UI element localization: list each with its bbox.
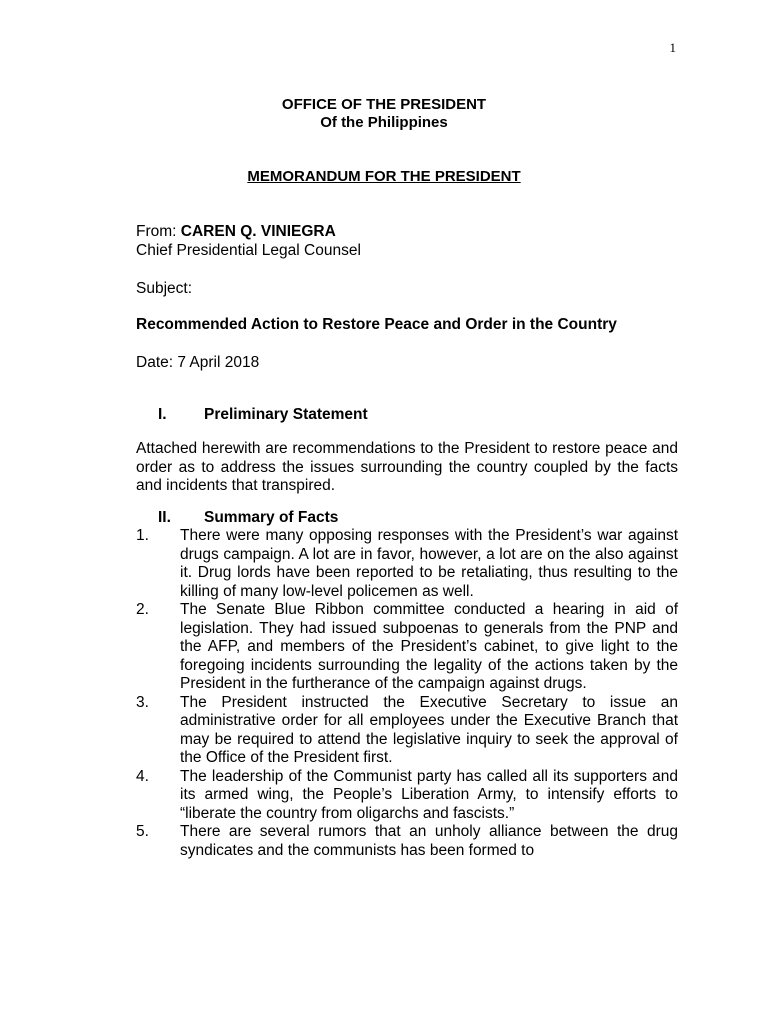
subject-text: Recommended Action to Restore Peace and Order in the Country [136,316,617,333]
memo-title: MEMORANDUM FOR THE PRESIDENT [247,168,521,185]
subject-label: Subject: [136,280,193,297]
fact-text: The President instructed the Executive Secretary to issue an administrative order for all employees under the Executive Branch that may be required to attend the legislative inquiry to seek the approval of the Office of the President first. [180,693,678,766]
country-heading: Of the Philippines [320,114,448,131]
fact-number: 2. [136,601,149,618]
section-2-numeral: II. [158,509,171,526]
fact-item [136,527,678,601]
fact-item [136,694,678,768]
from-label: From: [136,223,177,240]
fact-item [136,601,678,694]
fact-text: The leadership of the Communist party has called all its supporters and its armed wing, the People’s Liberation Army, to intensify efforts to “liberate the country from oligarchs and fascists.” [180,767,678,822]
fact-item [136,823,678,860]
fact-number: 4. [136,767,149,785]
from-line [136,223,336,241]
fact-item [136,768,678,824]
office-heading: OFFICE OF THE PRESIDENT [281,96,487,113]
preliminary-statement-body: Attached herewith are recommendations to the President to restore peace and order as to address the issues surrounding the country coupled by the facts and incidents that transpired. [136,440,678,494]
fact-number: 5. [136,823,149,840]
fact-number: 1. [136,527,149,544]
section-1-numeral: I. [158,406,167,423]
fact-text: There are several rumors that an unholy alliance between the drug syndicates and the communists has been formed to [180,823,678,859]
date-line: Date: 7 April 2018 [136,354,260,371]
page-number: 1 [669,40,676,55]
facts-list [136,527,678,860]
from-position: Chief Presidential Legal Counsel [136,242,361,259]
from-name: CAREN Q. VINIEGRA [180,223,336,240]
section-2-title: Summary of Facts [204,509,339,526]
fact-text: The Senate Blue Ribbon committee conducted a hearing in aid of legislation. They had issued subpoenas to generals from the PNP and the AFP, and members of the President’s cabinet, to give light to the foregoing incidents surrounding the legality of the actions taken by the President in the furtherance of the campaign against drugs. [180,601,678,692]
fact-text: There were many opposing responses with the President’s war against drugs campaign. A lot are in favor, however, a lot are on the also against it. Drug lords have been reported to be retaliating, thus resulting to the killing of many low-level policemen as well. [180,527,678,600]
fact-number: 3. [136,693,149,711]
section-1-title: Preliminary Statement [204,406,368,423]
